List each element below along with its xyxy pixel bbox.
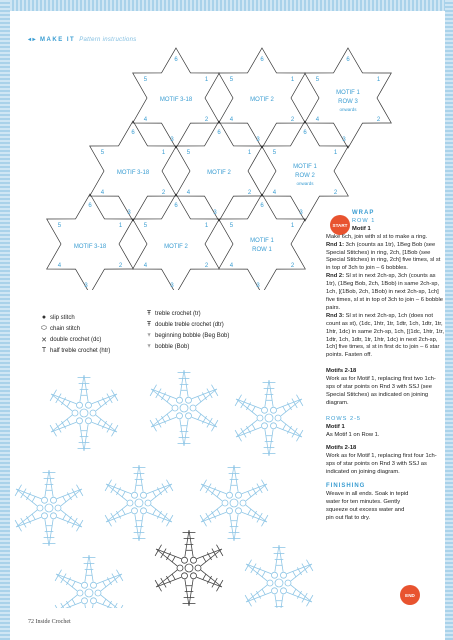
rnd1-paragraph bbox=[326, 242, 444, 274]
motif-label: MOTIF 1 bbox=[336, 90, 360, 96]
motif-label: MOTIF 3-18 bbox=[73, 244, 107, 250]
point-number-label: 3 bbox=[84, 283, 88, 289]
rnd2-paragraph bbox=[326, 273, 444, 313]
rnd3-label: Rnd 3: bbox=[326, 312, 345, 319]
section-heading-rows25: ROWS 2-5 bbox=[326, 415, 362, 422]
rows25-m218-heading: Motifs 2-18 bbox=[326, 445, 357, 452]
rnd3-paragraph bbox=[326, 313, 444, 360]
point-number-label: 3 bbox=[170, 283, 174, 289]
point-number-label: 5 bbox=[143, 77, 148, 83]
motif-label: ROW 3 bbox=[338, 99, 358, 105]
point-number-label: 5 bbox=[100, 150, 105, 156]
point-number-label: 4 bbox=[229, 117, 234, 123]
legend-label: chain stitch bbox=[50, 325, 81, 332]
finishing-text: Weave in all ends. Soak in tepid water for ten minutes. Gently squeeze out excess water and pin out flat to dry. bbox=[326, 491, 409, 521]
rows25-motif1-text: As Motif 1 on Row 1. bbox=[326, 431, 380, 438]
legend-item bbox=[143, 341, 229, 352]
section-heading-wrap: WRAP bbox=[352, 210, 375, 216]
point-number-label: 2 bbox=[376, 117, 381, 123]
rows25-m218-paragraph bbox=[326, 445, 444, 477]
point-number-label: 5 bbox=[57, 223, 62, 229]
double-arrow-icon: ◂▸ bbox=[28, 37, 38, 43]
point-number-label: 4 bbox=[57, 263, 62, 269]
legend-label: double treble crochet (dtr) bbox=[155, 321, 224, 328]
motif-label: onwards bbox=[339, 107, 357, 112]
lace-motif bbox=[55, 555, 123, 608]
point-number-label: 4 bbox=[229, 263, 234, 269]
lace-motif bbox=[150, 370, 218, 446]
point-number-label: 1 bbox=[161, 150, 166, 156]
point-number-label: 2 bbox=[204, 263, 209, 269]
end-badge: END bbox=[400, 585, 420, 605]
magazine-name: Inside Crochet bbox=[35, 619, 71, 625]
lace-motif bbox=[155, 530, 223, 606]
legend-item bbox=[143, 308, 229, 319]
point-number-label: 6 bbox=[260, 57, 264, 63]
point-number-label: 5 bbox=[229, 223, 234, 229]
crochet-motifs-illustration bbox=[14, 368, 324, 608]
slip-stitch-icon: ● bbox=[41, 314, 47, 321]
legend-item bbox=[38, 334, 110, 345]
point-number-label: 6 bbox=[260, 203, 264, 209]
point-number-label: 2 bbox=[247, 190, 252, 196]
point-number-label: 2 bbox=[161, 190, 166, 196]
star-motif-outline bbox=[305, 48, 392, 148]
point-number-label: 5 bbox=[272, 150, 277, 156]
point-number-label: 4 bbox=[100, 190, 105, 196]
point-number-label: 3 bbox=[342, 137, 346, 143]
motif-label: MOTIF 2 bbox=[250, 97, 274, 103]
point-number-label: 5 bbox=[186, 150, 191, 156]
pattern-instructions bbox=[326, 210, 444, 529]
header-subtitle: Pattern instructions bbox=[79, 37, 137, 43]
point-number-label: 2 bbox=[204, 117, 209, 123]
treble-crochet-icon: Ŧ bbox=[146, 310, 152, 317]
point-number-label: 4 bbox=[143, 117, 148, 123]
legend-label: half treble crochet (htr) bbox=[50, 347, 111, 354]
point-number-label: 1 bbox=[290, 223, 295, 229]
intro-text: Make 6ch, join with sl st to make a ring. bbox=[326, 233, 428, 240]
motif-label: MOTIF 2 bbox=[164, 244, 188, 250]
point-number-label: 2 bbox=[290, 263, 295, 269]
rnd2-label: Rnd 2: bbox=[326, 273, 345, 280]
point-number-label: 1 bbox=[376, 77, 381, 83]
motifs218-heading: Motifs 2-18 bbox=[326, 368, 357, 375]
legend-label: beginning bobble (Beg Bob) bbox=[155, 332, 230, 339]
motif-label: MOTIF 3-18 bbox=[159, 97, 193, 103]
motif-label: MOTIF 1 bbox=[250, 238, 274, 244]
point-number-label: 1 bbox=[247, 150, 252, 156]
beginning-bobble-icon: ♆ bbox=[146, 332, 152, 339]
motif-label: MOTIF 3-18 bbox=[116, 170, 150, 176]
lace-motif bbox=[235, 380, 303, 456]
point-number-label: 1 bbox=[204, 223, 209, 229]
point-number-label: 4 bbox=[186, 190, 191, 196]
rnd1-text: 3ch (counts as 1tr), 1Beg Bob (see Special Stitches) in ring, 2ch, [1Bob (see Special Stitches) in ring, 2ch] five times, sl st in top of 3ch to join – 6 bobbles. bbox=[326, 241, 441, 272]
star-motif-outline bbox=[262, 121, 349, 221]
motif1-heading: Motif 1 bbox=[352, 225, 371, 232]
rnd2-text: Sl st in next 2ch-sp, 3ch (counts as 1tr), (1Beg Bob, 2ch, 1Bob) in same 2ch-sp, 1ch, [(1Bob, 2ch, 1Bob) in next 2ch-sp, 1ch] five times, sl st in top of 3ch to join – 6 bobble pairs. bbox=[326, 273, 443, 311]
lace-motif bbox=[105, 465, 173, 541]
point-number-label: 2 bbox=[118, 263, 123, 269]
point-number-label: 3 bbox=[127, 210, 131, 216]
rnd3-text: Sl st in next 2ch-sp, 1ch (does not count as st), (1dc, 1htr, 1tr, 1dtr, 1ch, 1dtr, 1tr, 1htr, 1dc) in same 2ch-sp, 1ch, [(1dc, 1htr, 1tr, 1dtr, 1ch, 1dtr, 1tr, 1htr, 1dc) in next 2ch-sp, 1ch] five times, sl st in first dc to join – 6 star points. Fasten off. bbox=[326, 312, 444, 359]
section-heading-finishing: FINISHING bbox=[326, 483, 366, 490]
page-number: 72 bbox=[28, 619, 34, 625]
point-number-label: 1 bbox=[204, 77, 209, 83]
point-number-label: 3 bbox=[299, 210, 303, 216]
stitch-legend-right bbox=[143, 308, 229, 352]
point-number-label: 1 bbox=[333, 150, 338, 156]
legend-label: bobble (Bob) bbox=[155, 343, 190, 350]
point-number-label: 3 bbox=[213, 210, 217, 216]
lace-motif bbox=[15, 470, 83, 546]
double-treble-icon: Ŧ bbox=[146, 321, 152, 328]
lace-motif bbox=[200, 465, 268, 541]
bobble-icon: ♆ bbox=[146, 343, 152, 350]
motifs218-text: Work as for Motif 1, replacing first two 1ch-sps of star points on Rnd 3 with SSJ (see Special Stitches) as indicated on joining diagram. bbox=[326, 376, 436, 406]
section-subheading-row1: ROW 1 bbox=[352, 217, 376, 224]
point-number-label: 3 bbox=[256, 283, 260, 289]
motif-label: ROW 2 bbox=[295, 173, 315, 179]
rows25-motif1-paragraph bbox=[326, 424, 444, 440]
header-title: MAKE IT bbox=[40, 37, 76, 43]
lace-motif bbox=[245, 545, 313, 608]
point-number-label: 2 bbox=[290, 117, 295, 123]
point-number-label: 1 bbox=[118, 223, 123, 229]
legend-item bbox=[143, 319, 229, 330]
chain-stitch-icon: ⬭ bbox=[41, 324, 47, 332]
point-number-label: 6 bbox=[303, 130, 307, 136]
rows25-m218-text: Work as for Motif 1, replacing first four 1ch-sps of star points on Rnd 3 with SSJ as indicated on joining diagram. bbox=[326, 453, 437, 476]
legend-item bbox=[38, 345, 110, 356]
point-number-label: 2 bbox=[333, 190, 338, 196]
point-number-label: 6 bbox=[174, 57, 178, 63]
legend-label: slip stitch bbox=[50, 314, 75, 321]
motif-label: ROW 1 bbox=[252, 247, 272, 253]
point-number-label: 4 bbox=[315, 117, 320, 123]
point-number-label: 6 bbox=[131, 130, 135, 136]
point-number-label: 6 bbox=[88, 203, 92, 209]
lace-motif bbox=[50, 375, 118, 451]
half-treble-icon: T bbox=[41, 347, 47, 354]
page-footer bbox=[28, 619, 71, 625]
legend-label: double crochet (dc) bbox=[50, 336, 102, 343]
point-number-label: 1 bbox=[290, 77, 295, 83]
point-number-label: 6 bbox=[174, 203, 178, 209]
motif-label: MOTIF 1 bbox=[293, 164, 317, 170]
stitch-legend-left bbox=[38, 312, 110, 356]
point-number-label: 5 bbox=[229, 77, 234, 83]
point-number-label: 4 bbox=[143, 263, 148, 269]
motif-label: onwards bbox=[296, 181, 314, 186]
legend-item bbox=[143, 330, 229, 341]
point-number-label: 6 bbox=[217, 130, 221, 136]
rnd1-label: Rnd 1: bbox=[326, 241, 345, 248]
legend-item bbox=[38, 312, 110, 323]
rows25-motif1-heading: Motif 1 bbox=[326, 423, 345, 430]
motifs218-paragraph bbox=[326, 368, 444, 408]
legend-label: treble crochet (tr) bbox=[155, 310, 201, 317]
motif-label: MOTIF 2 bbox=[207, 170, 231, 176]
point-number-label: 5 bbox=[143, 223, 148, 229]
legend-item bbox=[38, 323, 110, 334]
point-number-label: 4 bbox=[272, 190, 277, 196]
point-number-label: 3 bbox=[256, 137, 260, 143]
double-crochet-icon: ✕ bbox=[41, 336, 47, 344]
point-number-label: 5 bbox=[315, 77, 320, 83]
point-number-label: 6 bbox=[346, 57, 350, 63]
point-number-label: 3 bbox=[170, 137, 174, 143]
start-badge: START bbox=[330, 215, 350, 235]
